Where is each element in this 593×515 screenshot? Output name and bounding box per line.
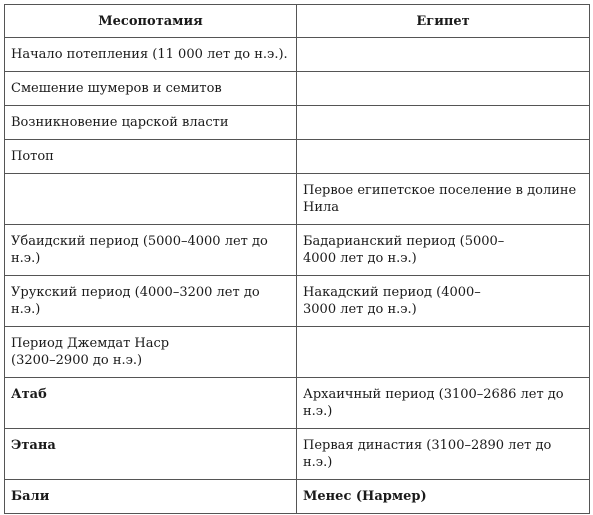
cell-egypt bbox=[297, 38, 590, 72]
cell-egypt: Накадский период (4000– 3000 лет до н.э.) bbox=[297, 276, 590, 327]
cell-mesopotamia: Возникновение царской власти bbox=[5, 106, 297, 140]
table-row bbox=[5, 106, 590, 140]
cell-egypt: Первое египетское поселение в долине Нила bbox=[297, 174, 590, 225]
cell-egypt: Бадарианский период (5000– 4000 лет до н.э.) bbox=[297, 225, 590, 276]
table-row bbox=[5, 327, 590, 378]
comparison-table bbox=[4, 4, 590, 514]
cell-mesopotamia: Убаидский период (5000–4000 лет до н.э.) bbox=[5, 225, 297, 276]
table-row bbox=[5, 429, 590, 480]
table-row bbox=[5, 38, 590, 72]
cell-egypt bbox=[297, 106, 590, 140]
header-row bbox=[5, 5, 590, 38]
header-mesopotamia: Месопотамия bbox=[5, 5, 297, 38]
cell-mesopotamia bbox=[5, 174, 297, 225]
table-row bbox=[5, 140, 590, 174]
table-row bbox=[5, 378, 590, 429]
table-row bbox=[5, 480, 590, 514]
cell-egypt: Менес (Нармер) bbox=[297, 480, 590, 514]
cell-mesopotamia: Потоп bbox=[5, 140, 297, 174]
cell-egypt: Первая династия (3100–2890 лет до н.э.) bbox=[297, 429, 590, 480]
cell-egypt bbox=[297, 140, 590, 174]
cell-mesopotamia: Бали bbox=[5, 480, 297, 514]
table-row bbox=[5, 276, 590, 327]
cell-mesopotamia: Период Джемдат Наср (3200–2900 до н.э.) bbox=[5, 327, 297, 378]
cell-mesopotamia: Этана bbox=[5, 429, 297, 480]
cell-egypt bbox=[297, 72, 590, 106]
table-row bbox=[5, 72, 590, 106]
cell-egypt bbox=[297, 327, 590, 378]
table-row bbox=[5, 225, 590, 276]
cell-mesopotamia: Смешение шумеров и семитов bbox=[5, 72, 297, 106]
cell-egypt: Архаичный период (3100–2686 лет до н.э.) bbox=[297, 378, 590, 429]
header-egypt: Египет bbox=[297, 5, 590, 38]
cell-mesopotamia: Начало потепления (11 000 лет до н.э.). bbox=[5, 38, 297, 72]
cell-mesopotamia: Урукский период (4000–3200 лет до н.э.) bbox=[5, 276, 297, 327]
table-row bbox=[5, 174, 590, 225]
cell-mesopotamia: Атаб bbox=[5, 378, 297, 429]
